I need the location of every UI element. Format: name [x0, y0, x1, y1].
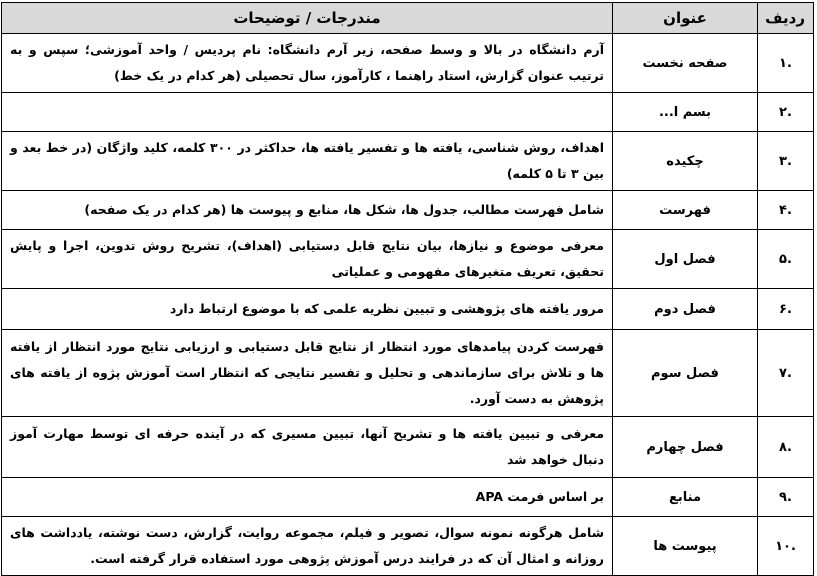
row-number: .۱ [758, 34, 814, 93]
row-title: فصل چهارم [613, 417, 758, 478]
row-title: فهرست [613, 191, 758, 230]
table-header [2, 3, 814, 34]
header-row-number: ردیف [758, 3, 814, 34]
row-description: معرفی موضوع و نیازها، بیان نتایج قابل دستیابی (اهداف)، تشریح روش تدوین، اجرا و پایش تحقیق، تعریف متغیرهای مفهومی و عملیاتی [2, 230, 613, 289]
row-title: صفحه نخست [613, 34, 758, 93]
table-row [2, 517, 814, 576]
row-title: منابع [613, 478, 758, 517]
row-description: شامل فهرست مطالب، جدول ها، شکل ها، منابع و پیوست ها (هر کدام در یک صفحه) [2, 191, 613, 230]
row-description: فهرست کردن پیامدهای مورد انتظار از نتایج قابل دستیابی و ارزیابی نتایج مورد انتظار از یافته ها و تلاش برای سازماندهی و تحلیل و تفسیر نتایجی که انتظار است آموزش پژوه از یافته های پژوهش به دست آورد. [2, 330, 613, 417]
table-body [2, 34, 814, 576]
table-row [2, 230, 814, 289]
row-title: فصل اول [613, 230, 758, 289]
report-structure-table-container [2, 2, 814, 576]
row-number: .۲ [758, 93, 814, 132]
row-description: شامل هرگونه نمونه سوال، تصویر و فیلم، مجموعه روایت، گزارش، دست نوشته، یادداشت های روزانه و امثال آن که در فرایند درس آموزش پژوهی مورد استفاده قرار گرفته است. [2, 517, 613, 576]
row-number: .۹ [758, 478, 814, 517]
table-row [2, 289, 814, 330]
row-number: .۷ [758, 330, 814, 417]
table-row [2, 191, 814, 230]
row-description: مرور یافته های پژوهشی و تبیین نظریه علمی که با موضوع ارتباط دارد [2, 289, 613, 330]
row-description [2, 93, 613, 132]
table-row [2, 132, 814, 191]
row-number: .۶ [758, 289, 814, 330]
row-number: .۸ [758, 417, 814, 478]
row-title: چکیده [613, 132, 758, 191]
table-row [2, 417, 814, 478]
row-description: معرفی و تبیین یافته ها و تشریح آنها، تبیین مسیری که در آینده حرفه ای توسط مهارت آموز دنبال خواهد شد [2, 417, 613, 478]
row-description: اهداف، روش شناسی، یافته ها و تفسیر یافته ها، حداکثر در ۳۰۰ کلمه، کلید واژگان (در خط بعد و بین ۳ تا ۵ کلمه) [2, 132, 613, 191]
table-row [2, 478, 814, 517]
row-title: بسم ا... [613, 93, 758, 132]
header-description: مندرجات / توضیحات [2, 3, 613, 34]
row-number: .۳ [758, 132, 814, 191]
table-row [2, 34, 814, 93]
header-title: عنوان [613, 3, 758, 34]
table-row [2, 93, 814, 132]
row-number: .۴ [758, 191, 814, 230]
row-title: پیوست ها [613, 517, 758, 576]
report-structure-table [1, 2, 814, 576]
row-title: فصل دوم [613, 289, 758, 330]
table-row [2, 330, 814, 417]
row-number: .۱۰ [758, 517, 814, 576]
row-description: بر اساس فرمت APA [2, 478, 613, 517]
header-row [2, 3, 814, 34]
row-title: فصل سوم [613, 330, 758, 417]
row-description: آرم دانشگاه در بالا و وسط صفحه، زیر آرم دانشگاه: نام پردیس / واحد آموزشی؛ سپس و به ترتیب عنوان گزارش، استاد راهنما ، کارآموز، سال تحصیلی (هر کدام در یک خط) [2, 34, 613, 93]
row-number: .۵ [758, 230, 814, 289]
